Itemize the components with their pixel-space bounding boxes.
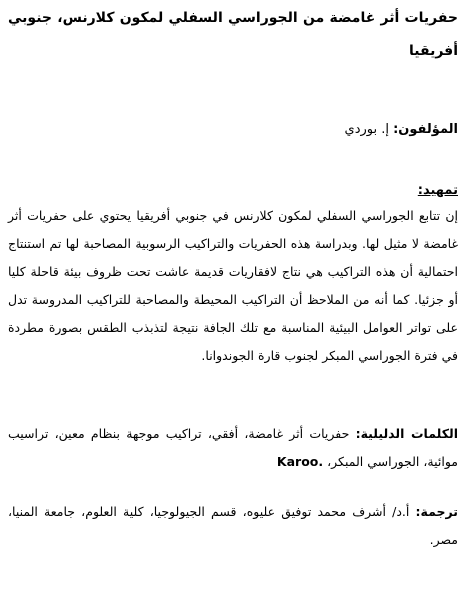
keywords-label: الكلمات الدليلية: (355, 426, 458, 441)
document-title: حفريات أثر غامضة من الجوراسي السفلي لمكون كلارنس، جنوبي أفريقيا (8, 10, 458, 59)
authors-line (8, 120, 458, 140)
keywords-latin-term: Karoo. (276, 454, 324, 469)
translation-section (8, 498, 458, 554)
keywords-text: حفريات أثر غامضة، أفقي، تراكيب موجهة بنظام معين، تراسيب موائية، الجوراسي المبكر، (8, 426, 458, 469)
translation-text: أ.د/ أشرف محمد توفيق عليوه، قسم الجيولوجيا، كلية العلوم، جامعة المنيا، مصر. (8, 504, 458, 547)
intro-paragraph: إن تتابع الجوراسي السفلي لمكون كلارنس في جنوبي أفريقيا يحتوي على حفريات أثر غامضة لا مثيل لها. وبدراسة هذه الحفريات والتراكيب الرسوبية المصاحبة لها تم استنتاج احتمالية أن هذه التراكيب هي نتاج لافقاريات قديمة عاشت تحت ظروف بيئة قاحلة كليا أو جزئيا. كما أنه من الملاحظ أن التراكيب المحيطة والمصاحبة للتراكيب المدروسة تدل على تواتر العوامل البيئية المناسبة مع تلك الجافة نتيجة لتذبذب الطقس بصورة مطردة في فترة الجوراسي المبكر لجنوب قارة الجوندوانا. (8, 208, 458, 363)
translation-label: ترجمة: (415, 504, 458, 519)
intro-heading: تمهيد: (417, 183, 458, 198)
keywords-section (8, 420, 458, 476)
authors-value: إ. بوردي (344, 122, 389, 137)
authors-label: المؤلفون: (393, 122, 458, 137)
intro-section (8, 180, 458, 370)
document (8, 0, 458, 554)
